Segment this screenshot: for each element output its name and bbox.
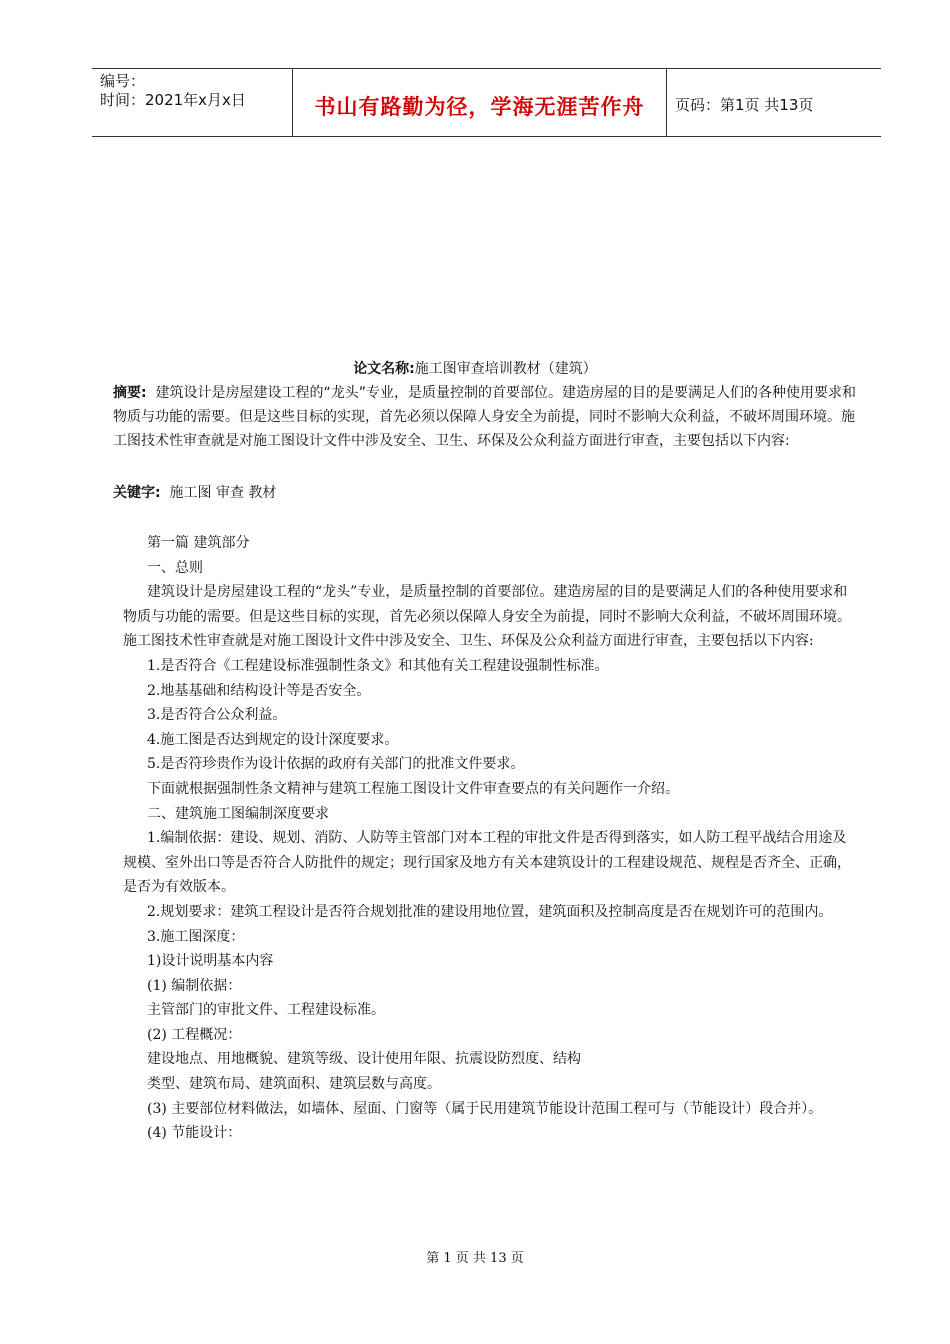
list-item: 1.是否符合《工程建设标准强制性条文》和其他有关工程建设强制性标准。 — [147, 657, 609, 674]
list-item: (2) 工程概况： — [147, 1026, 242, 1043]
subheading: 1)设计说明基本内容 — [147, 953, 274, 970]
page-header — [92, 68, 881, 137]
section-heading: 二、建筑施工图编制深度要求 — [147, 805, 329, 822]
abstract — [113, 381, 865, 453]
title-label: 论文名称: — [353, 361, 415, 377]
doc-time: 时间：2021年x月x日 — [100, 91, 246, 109]
page-footer: 第 1 页 共 13 页 — [426, 1251, 524, 1266]
header-motto: 书山有路勤为径，学海无涯苦作舟 — [314, 94, 645, 119]
list-item: 2.地基基础和结构设计等是否安全。 — [147, 682, 371, 699]
paragraph: 类型、建筑布局、建筑面积、建筑层数与高度。 — [147, 1076, 441, 1093]
list-item: (4) 节能设计： — [147, 1125, 242, 1142]
list-item: 3.是否符合公众利益。 — [147, 707, 287, 724]
list-item: 5.是否符珍贵作为设计依据的政府有关部门的批准文件要求。 — [147, 756, 525, 773]
title-text: 施工图审查培训教材（建筑） — [414, 361, 597, 377]
keywords-text: 施工图 审查 教材 — [169, 485, 277, 501]
header-meta — [92, 69, 292, 136]
subheading: 3.施工图深度： — [147, 928, 245, 945]
header-page-cell — [666, 69, 881, 136]
list-item: 4.施工图是否达到规定的设计深度要求。 — [147, 731, 399, 748]
list-item: (1) 编制依据： — [147, 977, 242, 994]
paragraph: 建设地点、用地概貌、建筑等级、设计使用年限、抗震设防烈度、结构 — [147, 1051, 581, 1068]
paragraph: 1.编制依据：建设、规划、消防、人防等主管部门对本工程的审批文件是否得到落实，如人防工程平战结合用途及规模、室外出口等是否符合人防批件的规定；现行国家及地方有关本建筑设计的工程建设规范、规程是否齐全、正确，是否为有效版本。 — [123, 830, 851, 896]
keywords-label: 关键字: — [113, 485, 161, 501]
document-body — [123, 531, 858, 1146]
header-motto-cell — [292, 69, 667, 136]
header-page-info: 页码：第1页 共13页 — [675, 96, 814, 114]
section-heading: 一、总则 — [147, 559, 203, 576]
keywords — [113, 482, 276, 502]
abstract-label: 摘要: — [113, 385, 147, 401]
part-heading: 第一篇 建筑部分 — [147, 535, 250, 551]
paper-title — [0, 358, 950, 378]
doc-number: 编号： — [100, 72, 146, 90]
paragraph: 2.规划要求：建筑工程设计是否符合规划批准的建设用地位置，建筑面积及控制高度是否在规划许可的范围内。 — [147, 903, 833, 920]
paragraph: 下面就根据强制性条文精神与建筑工程施工图设计文件审查要点的有关问题作一介绍。 — [147, 780, 679, 797]
list-item: (3) 主要部位材料做法，如墙体、屋面、门窗等（属于民用建筑节能设计范围工程可与（节能设计）段合并）。 — [147, 1100, 823, 1117]
paragraph: 建筑设计是房屋建设工程的“龙头”专业，是质量控制的首要部位。建造房屋的目的是要满足人们的各种使用要求和物质与功能的需要。但是这些目标的实现，首先必须以保障人身安全为前提，同时不影响大众利益，不破坏周围环境。施工图技术性审查就是对施工图设计文件中涉及安全、卫生、环保及公众利益方面进行审查，主要包括以下内容: — [123, 584, 851, 650]
abstract-text: 建筑设计是房屋建设工程的“龙头”专业，是质量控制的首要部位。建造房屋的目的是要满足人们的各种使用要求和物质与功能的需要。但是这些目标的实现，首先必须以保障人身安全为前提，同时不影响大众利益，不破坏周围环境。施工图技术性审查就是对施工图设计文件中涉及安全、卫生、环保及公众利益方面进行审查，主要包括以下内容: — [113, 385, 857, 449]
paragraph: 主管部门的审批文件、工程建设标准。 — [147, 1002, 385, 1019]
